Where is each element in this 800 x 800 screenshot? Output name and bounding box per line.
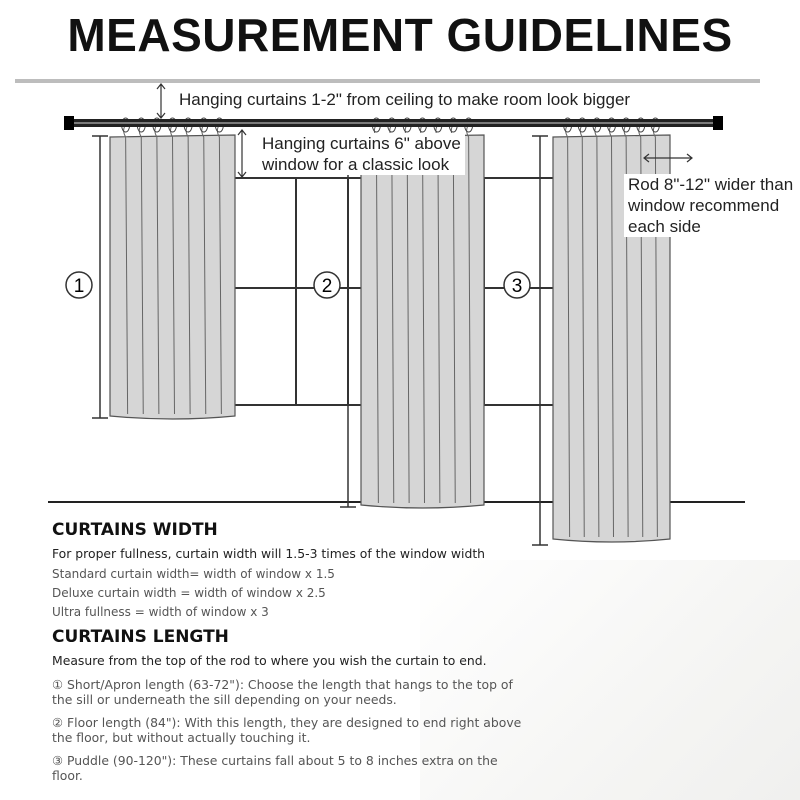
svg-text:2: 2 <box>321 276 333 297</box>
length-item: ① Short/Apron length (63-72"): Choose the length that hangs to the top of the sill or underneath the sill depending on your needs. <box>52 677 513 707</box>
svg-text:3: 3 <box>511 276 523 297</box>
width-item: Standard curtain width= width of window x 1.5 <box>52 567 335 581</box>
width-heading: CURTAINS WIDTH <box>52 520 218 540</box>
curtain-short <box>110 118 235 419</box>
width-item: Ultra fullness = width of window x 3 <box>52 605 269 619</box>
ceiling-note: Hanging curtains 1-2" from ceiling to make room look bigger <box>179 90 631 109</box>
curtain-floor <box>361 118 484 508</box>
length-item: ② Floor length (84"): With this length, they are designed to end right above the floor, but without actually touching it. <box>52 715 522 745</box>
marker-1 <box>66 272 92 298</box>
length-item: ③ Puddle (90-120"): These curtains fall about 5 to 8 inches extra on the floor. <box>52 753 498 783</box>
svg-text:1: 1 <box>73 276 85 297</box>
above-window-line-1: Hanging curtains 6" above <box>262 134 461 153</box>
length-intro: Measure from the top of the rod to where you wish the curtain to end. <box>52 653 487 668</box>
above-window-line-2: window for a classic look <box>262 155 450 174</box>
rod-width-note <box>624 174 800 237</box>
marker-2 <box>314 272 340 298</box>
above-window-note <box>258 133 465 175</box>
rod-note-line-2: window recommend <box>628 196 780 215</box>
length-heading: CURTAINS LENGTH <box>52 627 229 647</box>
marker-3 <box>504 272 530 298</box>
width-item: Deluxe curtain width = width of window x 2.5 <box>52 586 326 600</box>
page-title: MEASUREMENT GUIDELINES <box>67 9 733 61</box>
rod-note-line-1: Rod 8"-12" wider than <box>628 175 794 194</box>
ceiling-gap-arrow <box>157 84 165 118</box>
rod-note-line-3: each side <box>628 217 701 236</box>
width-intro: For proper fullness, curtain width will 1.5-3 times of the window width <box>52 546 486 561</box>
above-window-arrow <box>238 130 246 177</box>
guidelines-text <box>52 520 522 791</box>
ceiling-line <box>15 79 760 83</box>
